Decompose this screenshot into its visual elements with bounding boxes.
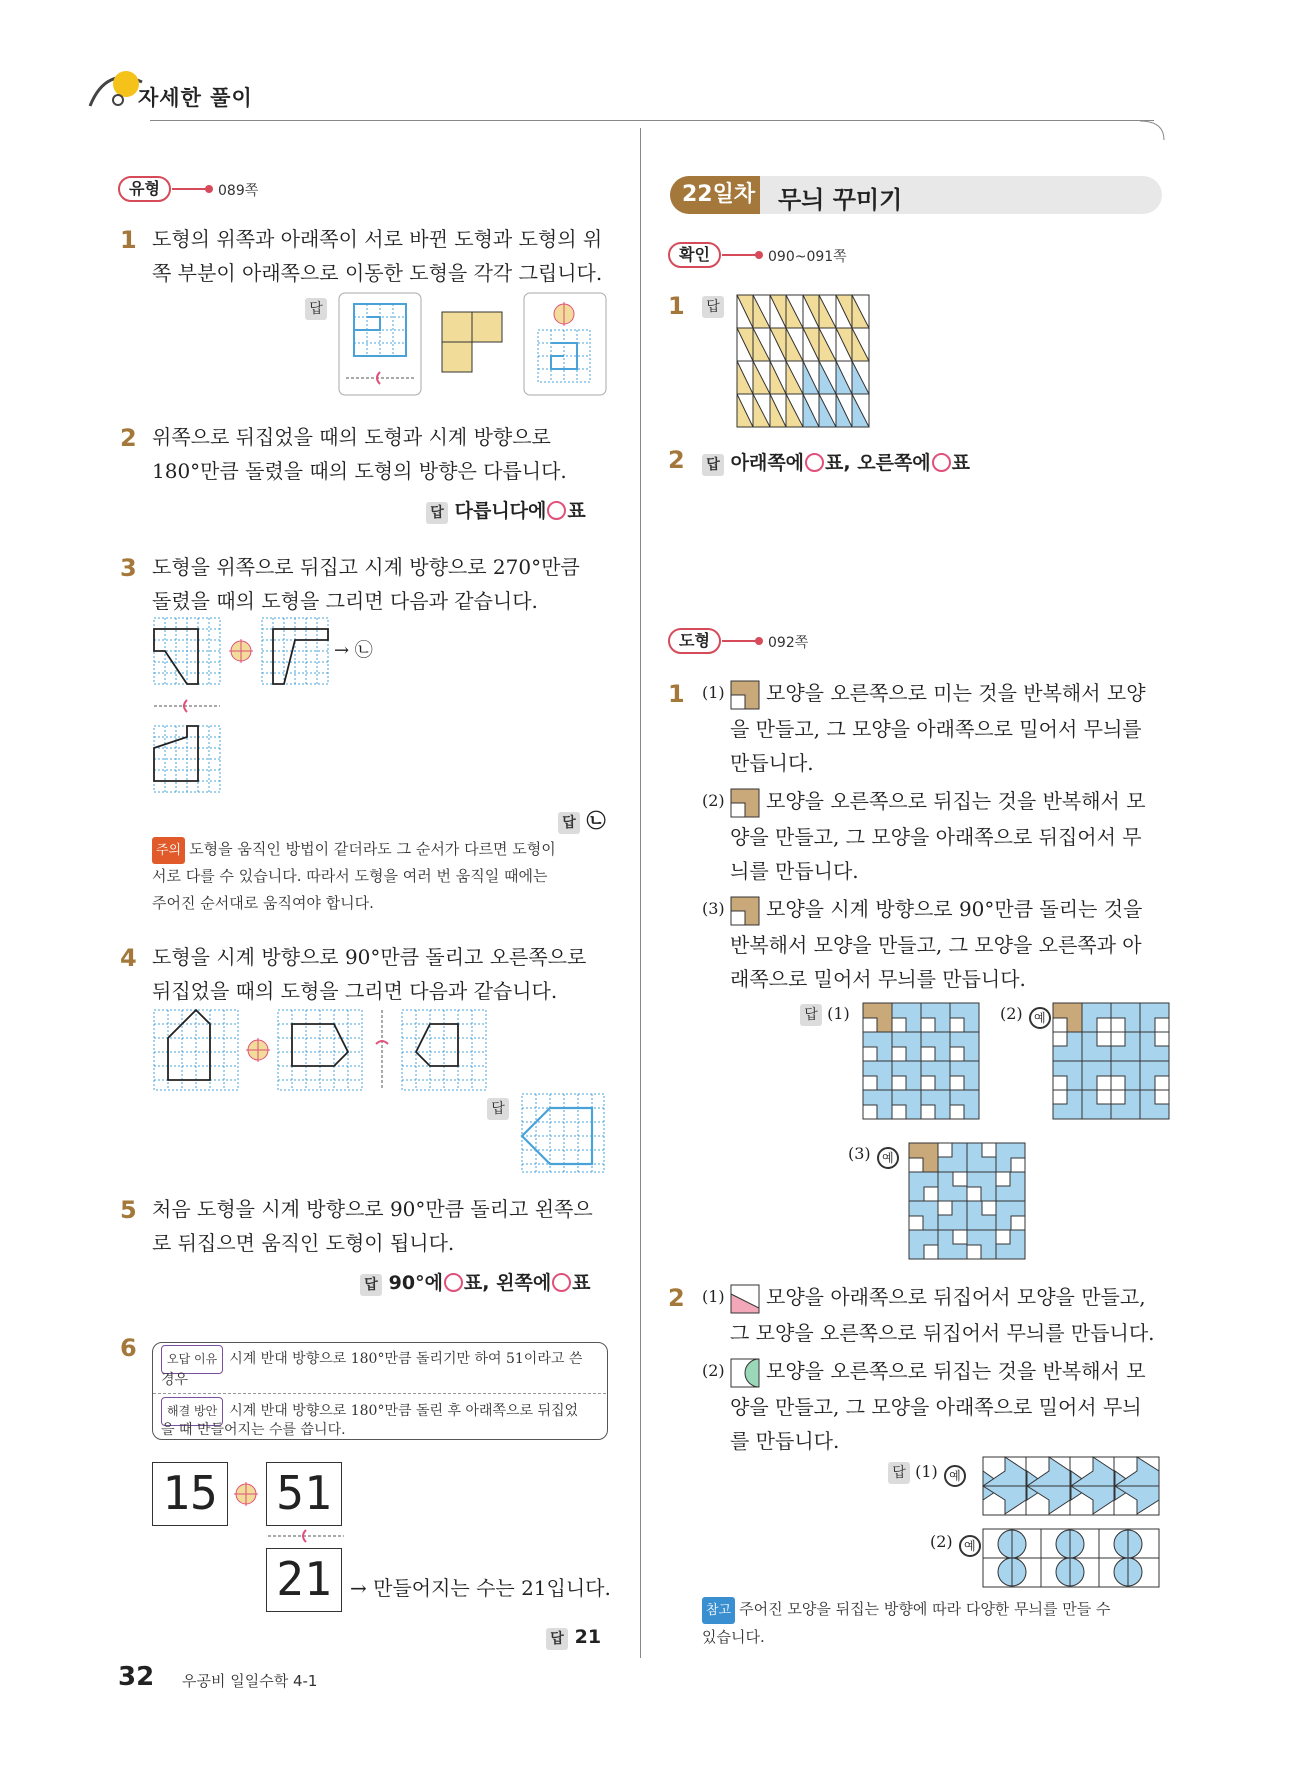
- flip-axis: [266, 1528, 346, 1544]
- tag-line: [722, 254, 758, 256]
- tag-dot: [755, 637, 763, 645]
- question-number: 5: [120, 1196, 137, 1224]
- explanation-text: 를 만듭니다.: [730, 1429, 840, 1453]
- warning-note: 서로 다를 수 있습니다. 따라서 도형을 여러 번 움직일 때에는: [152, 867, 548, 885]
- reason-line: 경우: [161, 1372, 189, 1388]
- question-text: 도형을 위쪽으로 뒤집고 시계 방향으로 270°만큼: [152, 555, 580, 579]
- part-marker: (2): [702, 1361, 725, 1380]
- answer-label: 답 (1) 예: [888, 1462, 967, 1487]
- part-marker: (3): [702, 899, 725, 918]
- tile-icon: [730, 1358, 760, 1388]
- question-text: 돌렸을 때의 도형을 그리면 다음과 같습니다.: [152, 589, 538, 613]
- solution-line: 해결 방안 시계 반대 방향으로 180°만큼 돌린 후 아래쪽으로 뒤집었: [161, 1397, 578, 1426]
- answer-label: (2) 예: [1000, 1004, 1052, 1029]
- circle-mark-icon: [932, 453, 951, 472]
- question-text: 로 뒤집으면 움직인 도형이 됩니다.: [152, 1231, 455, 1255]
- page-ref: 092쪽: [768, 635, 809, 651]
- tile-icon: [730, 680, 760, 710]
- tile-icon: [730, 1284, 760, 1314]
- column-divider: [640, 128, 641, 1658]
- explanation-text: 모양을 오른쪽으로 뒤집는 것을 반복해서 모: [766, 789, 1146, 813]
- part-marker: (1): [702, 683, 725, 702]
- answer-label: 답: [487, 1098, 509, 1120]
- header-title: 자세한 풀이: [138, 86, 253, 110]
- q4-figure: [152, 1008, 492, 1092]
- explanation-text: 모양을 시계 방향으로 90°만큼 돌리는 것을: [766, 897, 1143, 921]
- question-number: 1: [120, 226, 137, 254]
- page-ref: 090~091쪽: [768, 249, 847, 265]
- answer: 답 21: [546, 1626, 601, 1650]
- circle-mark-icon: [547, 501, 566, 520]
- d1-pattern-3: [908, 1142, 1026, 1260]
- header-logo: [86, 62, 146, 112]
- explanation-text: 늬를 만듭니다.: [730, 859, 859, 883]
- question-text: 쪽 부분이 아래쪽으로 이동한 도형을 각각 그립니다.: [152, 261, 603, 285]
- question-number: 2: [668, 446, 685, 474]
- digit-card: 21: [266, 1548, 342, 1612]
- question-number: 1: [668, 292, 685, 320]
- question-text: 180°만큼 돌렸을 때의 도형의 방향은 다릅니다.: [152, 459, 567, 483]
- rotate-icon: [234, 1482, 258, 1506]
- tag-check: 확인: [668, 242, 721, 268]
- question-number: 1: [668, 680, 685, 708]
- tag-line: [172, 188, 208, 190]
- tag-dot: [205, 185, 213, 193]
- explanation-text: 그 모양을 오른쪽으로 뒤집어서 무늬를 만듭니다.: [730, 1321, 1155, 1345]
- circle-mark-icon: [444, 1273, 463, 1292]
- warning-note: 주어진 순서대로 움직여야 합니다.: [152, 894, 374, 912]
- part-marker: (1): [702, 1287, 725, 1306]
- question-text: 도형을 시계 방향으로 90°만큼 돌리고 오른쪽으로: [152, 945, 587, 969]
- answer: 답 ㉡: [558, 806, 606, 834]
- reference-note: 있습니다.: [702, 1628, 765, 1646]
- answer: 답 다릅니다에 표: [426, 496, 586, 524]
- tile-icon: [730, 896, 760, 926]
- solution-line: 을 때 만들어지는 수를 씁니다.: [161, 1422, 346, 1438]
- explanation-text: 모양을 오른쪽으로 미는 것을 반복해서 모양: [766, 681, 1146, 705]
- header-rule-left: [150, 120, 640, 121]
- explanation-text: 양을 만들고, 그 모양을 아래쪽으로 밀어서 무늬: [730, 1395, 1142, 1419]
- q4-answer-figure: [520, 1092, 606, 1174]
- question-text: 위쪽으로 뒤집었을 때의 도형과 시계 방향으로: [152, 425, 551, 449]
- answer-label: 답: [702, 296, 724, 318]
- answer-label: (3) 예: [848, 1144, 900, 1169]
- question-number: 3: [120, 554, 137, 582]
- d2-pattern-2: [982, 1528, 1162, 1590]
- explanation-text: 양을 만들고, 그 모양을 아래쪽으로 뒤집어서 무: [730, 825, 1142, 849]
- tag-type: 유형: [118, 176, 171, 202]
- question-text: 처음 도형을 시계 방향으로 90°만큼 돌리고 왼쪽으: [152, 1197, 593, 1221]
- day-title: 무늬 꾸미기: [778, 186, 903, 214]
- header-rule-right: [640, 120, 1154, 121]
- day-badge: 22일차: [670, 176, 760, 214]
- tag-line: [722, 640, 758, 642]
- explanation-text: 을 만들고, 그 모양을 아래쪽으로 밀어서 무늬를: [730, 717, 1142, 741]
- question-text: 뒤집었을 때의 도형을 그리면 다음과 같습니다.: [152, 979, 558, 1003]
- part-marker: (2): [702, 791, 725, 810]
- explanation-text: 모양을 아래쪽으로 뒤집어서 모양을 만들고,: [766, 1285, 1146, 1309]
- header-corner: [1140, 120, 1170, 150]
- circle-mark-icon: [552, 1273, 571, 1292]
- page-ref: 089쪽: [218, 183, 259, 199]
- digit-card: 51: [266, 1462, 342, 1526]
- answer-label: (2) 예: [930, 1532, 982, 1557]
- answer-label: 답: [305, 298, 327, 320]
- d1-pattern-2: [1052, 1002, 1170, 1120]
- tag-dot: [755, 251, 763, 259]
- explanation-text: 만듭니다.: [730, 751, 814, 775]
- reason-line: 오답 이유 시계 반대 방향으로 180°만큼 돌리기만 하여 51이라고 쓴: [161, 1345, 582, 1374]
- question-number: 6: [120, 1334, 137, 1362]
- reference-note: 참고 주어진 모양을 뒤집는 방향에 따라 다양한 무늬를 만들 수: [702, 1596, 1111, 1624]
- question-text: 도형의 위쪽과 아래쪽이 서로 바뀐 도형과 도형의 위: [152, 227, 603, 251]
- d2-pattern-1: [982, 1456, 1162, 1518]
- answer-label: 답 (1): [800, 1004, 850, 1026]
- tile-icon: [730, 788, 760, 818]
- book-title: 우공비 일일수학 4-1: [182, 1672, 318, 1690]
- d1-pattern-1: [862, 1002, 980, 1120]
- circle-mark-icon: [805, 453, 824, 472]
- answer: 답 90°에 표, 왼쪽에 표: [360, 1268, 591, 1296]
- question-number: 4: [120, 944, 137, 972]
- explanation-text: 반복해서 모양을 만들고, 그 모양을 오른쪽과 아: [730, 933, 1142, 957]
- digit-card: 15: [152, 1462, 228, 1526]
- q1-answer-figures: [338, 292, 610, 398]
- q6-result: → 만들어지는 수는 21입니다.: [350, 1576, 611, 1600]
- error-analysis-box: [152, 1342, 608, 1440]
- explanation-text: 모양을 오른쪽으로 뒤집는 것을 반복해서 모: [766, 1359, 1146, 1383]
- warning-note: 주의 도형을 움직인 방법이 같더라도 그 순서가 다르면 도형이: [152, 836, 556, 864]
- tag-shape: 도형: [668, 628, 721, 654]
- explanation-text: 래쪽으로 밀어서 무늬를 만듭니다.: [730, 967, 1026, 991]
- answer: 답 아래쪽에 표, 오른쪽에 표: [702, 448, 970, 476]
- page-number: 32: [118, 1662, 155, 1692]
- question-number: 2: [120, 424, 137, 452]
- c1-answer-pattern: [736, 294, 872, 430]
- question-number: 2: [668, 1284, 685, 1312]
- q3-arrow-result: → ㉡: [334, 640, 373, 661]
